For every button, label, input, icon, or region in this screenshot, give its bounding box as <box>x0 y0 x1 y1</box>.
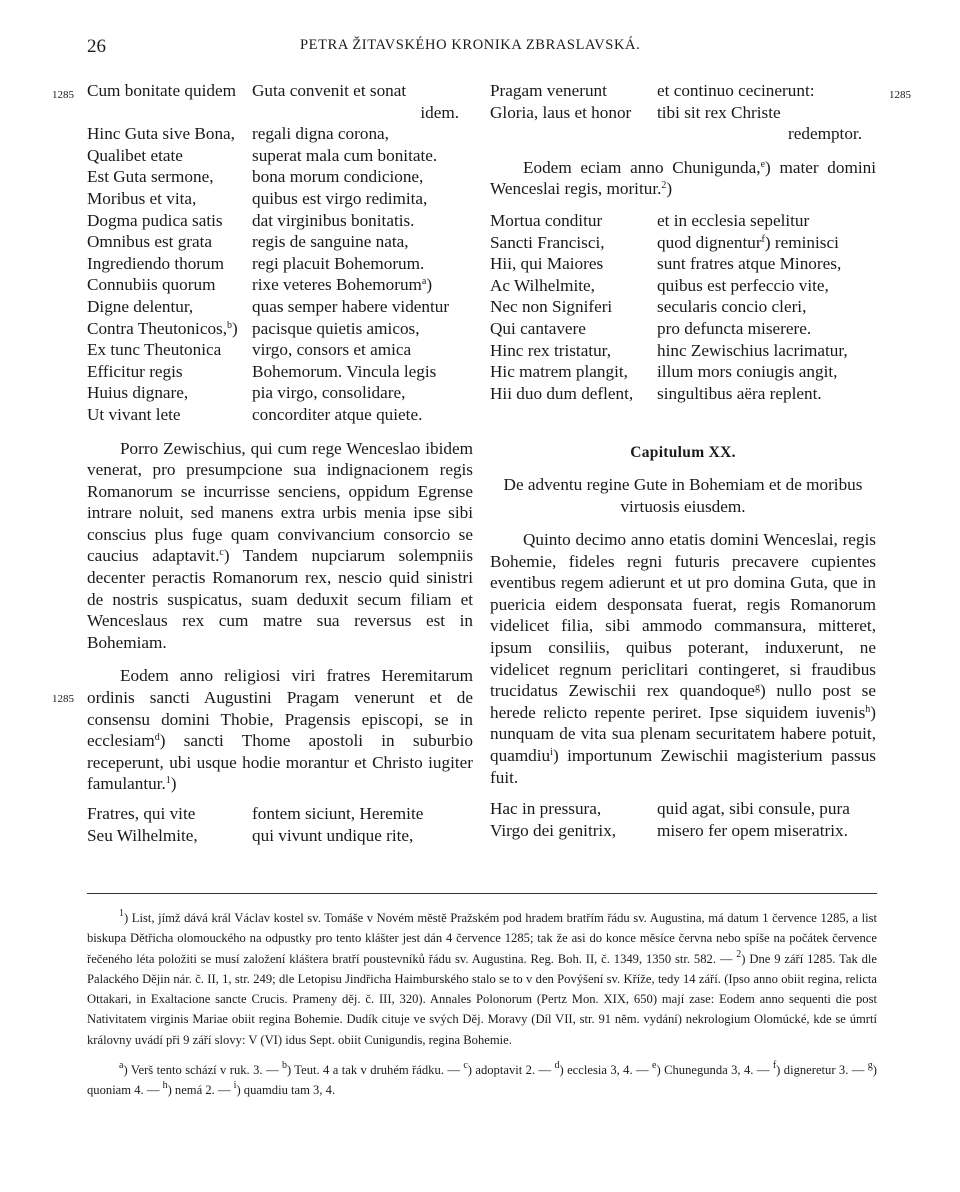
verse-text: ) reminisci <box>764 232 839 252</box>
verse-line <box>87 361 473 383</box>
verse-line <box>87 210 473 232</box>
paragraph-text: Quinto decimo anno etatis domini Wenceslai, regis Bohemie, fideles regni futuris precavere cupientes eventibus regem adierunt et ut pro domina Guta, que in puericia eidem desponsata fuerat, regis Romanorum videlicet filia, sibi ammodo commansura, mitteret, ipsum consiliis, quibus poterant, induxerunt, ne videlicet regnum periclitari contingeret, si fraudibus trucidatus Zewischii rex quandoque <box>490 530 876 701</box>
verse-text: Contra Theutonicos, <box>87 318 228 338</box>
variant-text: ) Teut. 4 a tak v druhém řádku. — <box>286 1063 464 1078</box>
verse-second-half: hinc Zewischius lacrimatur, <box>657 340 848 360</box>
verse-continuation: redemptor. <box>788 124 862 144</box>
footnote-marker: 2 <box>736 948 742 960</box>
paragraph-text: Porro Zewischius, qui cum rege Wenceslao ibidem venerat, pro presumpcione sua indignacionem regis Romanorum se incurrisse senciens, oppidum Egrense intrare noluit, sed manens extra urbis menia ipse sibi conscius plus fuge quam convivancium consorcio se caucius adaptavit. <box>87 438 473 566</box>
verse-text: Seu Wilhelmite, <box>87 825 198 845</box>
verse-second-half: regali digna corona, <box>252 124 389 144</box>
variant-marker: c <box>219 547 224 559</box>
verse-block <box>87 803 473 846</box>
paragraph-text: ) <box>666 179 673 199</box>
chapter-subtitle: De adventu regine Gute in Bohemiam et de moribus virtuosis eiusdem. <box>503 474 863 516</box>
paragraph-text: ) nullo post se herede relicto repente periret. Ipse siquidem iuvenis <box>490 681 876 722</box>
verse-second-half: virgo, consors et amica <box>252 340 412 360</box>
verse-first-half <box>490 318 657 340</box>
variant-marker: f <box>761 233 765 245</box>
variant-marker: g <box>867 1060 873 1072</box>
verse-second-half: concorditer atque quiete. <box>252 404 423 424</box>
footnote-divider <box>87 893 877 894</box>
verse-text: Digne delentur, <box>87 296 194 316</box>
verse-first-half <box>87 231 252 253</box>
paragraph-text: ) <box>170 774 177 794</box>
verse-line <box>87 123 473 145</box>
verse-line <box>87 825 473 847</box>
verse-text: Gloria, laus et honor <box>490 102 632 122</box>
verse-block <box>87 80 473 426</box>
verse-text: Efficitur regis <box>87 361 183 381</box>
verse-line <box>87 80 473 102</box>
footnote-marker: 2 <box>661 180 667 192</box>
verse-line <box>87 231 473 253</box>
footnotes <box>87 908 877 1101</box>
verse-line <box>87 166 473 188</box>
verse-text: Fratres, qui vite <box>87 804 196 823</box>
verse-second-half: fontem siciunt, Heremite <box>252 804 424 823</box>
verse-line <box>490 383 876 405</box>
variant-marker: a <box>119 1060 124 1072</box>
verse-text: Cum bonitate quidem <box>87 81 236 100</box>
verse-first-half <box>490 296 657 318</box>
verse-line <box>87 102 473 124</box>
verse-second-half: et continuo cecinerunt: <box>657 81 815 100</box>
variant-marker: h <box>162 1080 168 1092</box>
verse-second-half: singultibus aëra replent. <box>657 383 822 403</box>
variant-marker: d <box>554 1060 560 1072</box>
verse-line <box>87 274 473 296</box>
verse-line <box>87 145 473 167</box>
verse-line <box>490 102 876 124</box>
verse-first-half <box>87 188 252 210</box>
variant-text: ) nemá 2. — <box>167 1083 234 1098</box>
verse-first-half <box>490 798 657 820</box>
variant-text: ) Chunegunda 3, 4. — <box>656 1063 773 1078</box>
verse-second-half: qui vivunt undique rite, <box>252 825 414 845</box>
verse-line <box>490 296 876 318</box>
verse-second-half: tibi sit rex Christe <box>657 102 781 122</box>
verse-text: Pragam venerunt <box>490 81 607 100</box>
verse-text: Dogma pudica satis <box>87 210 223 230</box>
verse-second-half: quid agat, sibi consule, pura <box>657 799 850 819</box>
verse-first-half <box>87 166 252 188</box>
verse-second-half: pro defuncta miserere. <box>657 318 812 338</box>
margin-year-right-top: 1285 <box>889 89 911 101</box>
verse-text: Huius dignare, <box>87 383 189 403</box>
verse-text: Hac in pressura, <box>490 799 602 819</box>
verse-line <box>490 820 876 842</box>
verse-first-half <box>490 102 657 124</box>
running-title: PETRA ŽITAVSKÉHO KRONIKA ZBRASLAVSKÁ. <box>300 37 641 53</box>
verse-line <box>87 382 473 404</box>
footnote-marker: 1 <box>119 908 124 919</box>
footnote-1 <box>87 908 877 1050</box>
verse-text: Est Guta sermone, <box>87 167 214 187</box>
verse-first-half <box>87 296 252 318</box>
verse-first-half <box>490 275 657 297</box>
variant-marker: e <box>652 1060 657 1072</box>
verse-second-half: sunt fratres atque Minores, <box>657 254 842 274</box>
verse-first-half <box>87 145 252 167</box>
variant-marker: h <box>865 703 871 715</box>
verse-first-half <box>87 404 252 426</box>
verse-second-half: quas semper habere videntur <box>252 296 450 316</box>
variant-marker: b <box>281 1060 287 1072</box>
verse-line <box>490 275 876 297</box>
verse-second-half: pacisque quietis amicos, <box>252 318 420 338</box>
verse-line <box>490 340 876 362</box>
verse-second-half: dat virginibus bonitatis. <box>252 210 415 230</box>
right-column <box>490 80 876 841</box>
variant-marker: d <box>154 732 160 744</box>
verse-text: Ac Wilhelmite, <box>490 275 595 295</box>
verse-first-half <box>87 80 252 102</box>
verse-first-half <box>87 274 252 296</box>
verse-second-half: Guta convenit et sonat <box>252 81 407 100</box>
verse-second-half: illum mors coniugis angit, <box>657 362 838 382</box>
verse-text: Ingrediendo thorum <box>87 253 224 273</box>
verse-line <box>490 123 876 145</box>
footnote-text: ) Dne 9 září 1285. Tak dle Palackého Dějin nár. č. II, 1, str. 249; dle Letopisu Jindřicha Haimburského stalo se to v den Povýšení sv. Kříže, tedy 14 září. (Ipso anno obiit regina, relicta Ottakari, in Exaltacione sancte Crucis. Prameny děj. č. III, 320). Annales Polonorum (Pertz Mon. XIX, 650) mají zase: Eodem anno sequenti die post Nativitatem virginis Mariae obiit regina Bohemie. Dudík cituje ve svých Děj. Moravy (Díl VII, str. 91 něm. vydání) nekrologium Olomúcké, kde se úmrtí královny uvádí při 9 září slovy: V (VI) idus Sept. obiit Cunigundis, regina Bohemie. <box>87 951 877 1047</box>
verse-text: Moribus et vita, <box>87 188 197 208</box>
verse-first-half <box>87 339 252 361</box>
paragraph-text: Eodem anno religiosi viri fratres Heremitarum ordinis sancti Augustini Pragam venerunt et de consensu domini Thobie, Pragensis episcopi, se in ecclesiam <box>87 666 473 751</box>
verse-text: Hii duo dum deflent, <box>490 383 634 403</box>
variant-text: ) ecclesia 3, 4. — <box>559 1063 653 1078</box>
paragraph-text: ) mater domini Wenceslai regis, moritur. <box>490 157 876 199</box>
variant-text: ) Verš tento schází v ruk. 3. — <box>123 1063 282 1078</box>
paragraph-guta <box>490 529 876 788</box>
verse-first-half <box>87 382 252 404</box>
variant-marker: i <box>550 747 553 759</box>
verse-first-half <box>490 340 657 362</box>
margin-year-left-top: 1285 <box>52 89 74 101</box>
verse-second-half: et in ecclesia sepelitur <box>657 210 810 230</box>
footnote-marker: 1 <box>165 775 171 787</box>
variant-text: ) adoptavit 2. — <box>467 1063 555 1078</box>
chapter-heading: Capitulum XX. <box>630 444 736 462</box>
verse-first-half <box>490 210 657 232</box>
verse-second-half: superat mala cum bonitate. <box>252 145 438 165</box>
verse-first-half <box>490 80 657 102</box>
verse-first-half <box>87 825 252 847</box>
variant-marker: f <box>772 1060 777 1072</box>
verse-first-half <box>490 232 657 254</box>
verse-second-half: misero fer opem miseratrix. <box>657 820 848 840</box>
footnote-text: ) List, jímž dává král Václav kostel sv. Tomáše v Novém městě Pražském pod hradem bratřím řádu sv. Augustina, má datum 1 července 1285, a list biskupa Dětřicha olomouckého na odpustky pro tento klášter jest dán 4 července 1285; tak že asi do konce měsíce června nebo spíše na počátek července řečeného léta položiti se musí založení kláštera bratří poustevníků řádu sv. Augustina. Reg. Boh. II, č. 1349, 1350 str. 582. — <box>87 911 877 966</box>
verse-text: Ut vivant lete <box>87 404 181 424</box>
left-column <box>87 80 473 846</box>
variant-marker: b <box>227 319 233 331</box>
verse-text: Qui cantavere <box>490 318 586 338</box>
variant-marker: e <box>760 158 766 170</box>
verse-first-half <box>490 253 657 275</box>
verse-first-half <box>87 123 252 145</box>
paragraph-text: ) sancti Thome apostoli in suburbio receperunt, ubi usque hodie morantur et Christo iugiter famulantur. <box>87 731 473 794</box>
paragraph-text: ) importunum Zewischii magisterium passus fuit. <box>490 746 876 787</box>
verse-second-half: bona morum condicione, <box>252 167 424 187</box>
verse-line <box>87 803 473 825</box>
variant-marker: c <box>463 1060 468 1072</box>
verse-text: Hic matrem plangit, <box>490 362 628 382</box>
verse-line <box>490 318 876 340</box>
variant-marker: a <box>421 276 427 288</box>
paragraph-text: ) Tandem nupciarum solempniis decenter peractis Romanorum rex, nescio quid sinistri de nostris suspicatus, suam deduxit secum filiam et Wenceslaus rex cum matre sua reversus est in Bohemiam. <box>87 546 474 652</box>
verse-first-half <box>490 383 657 405</box>
paragraph-heremites <box>87 665 473 795</box>
verse-line <box>490 232 876 254</box>
verse-text: Nec non Signiferi <box>490 297 613 317</box>
verse-first-half: Contra Theutonicos,$^b$) <box>87 318 238 338</box>
variant-marker: g <box>754 682 760 694</box>
verse-second-half: Bohemorum. Vincula legis <box>252 361 437 381</box>
verse-first-half <box>490 361 657 383</box>
verse-line <box>490 361 876 383</box>
verse-line <box>87 296 473 318</box>
verse-second-half: regi placuit Bohemorum. <box>252 253 425 273</box>
verse-second-half: quod dignentur <box>657 232 762 252</box>
verse-block <box>490 798 876 841</box>
variant-text: ) digneretur 3. — <box>776 1063 868 1078</box>
verse-line <box>490 798 876 820</box>
page-number: 26 <box>87 36 106 57</box>
verse-block <box>490 80 876 145</box>
verse-second-half: secularis concio cleri, <box>657 297 807 317</box>
verse-first-half <box>490 820 657 842</box>
verse-text: Connubiis quorum <box>87 275 216 295</box>
paragraph-text: Eodem eciam anno Chunigunda, <box>523 157 761 177</box>
verse-continuation: idem. <box>420 102 459 122</box>
verse-block <box>490 210 876 404</box>
verse-line <box>87 188 473 210</box>
margin-year-left-mid: 1285 <box>52 693 74 705</box>
verse-line <box>87 404 473 426</box>
variant-notes <box>87 1060 877 1101</box>
verse-second-half: rixe veteres Bohemorum <box>252 275 422 295</box>
variant-marker: i <box>233 1080 237 1092</box>
verse-text: Hinc rex tristatur, <box>490 340 612 360</box>
verse-line <box>87 339 473 361</box>
verse-text: Omnibus est grata <box>87 232 213 252</box>
paragraph-chunigunda <box>490 157 876 200</box>
paragraph-text: ) nunquam de vita sua plenam securitatem habere potuit, quamdiu <box>490 702 876 766</box>
variant-text: ) quoniam 4. — <box>87 1063 877 1098</box>
verse-line <box>87 318 473 340</box>
variant-text: ) quamdiu tam 3, 4. <box>236 1083 336 1098</box>
verse-first-half <box>87 803 252 825</box>
verse-text: Sancti Francisci, <box>490 232 605 252</box>
verse-line <box>490 253 876 275</box>
verse-text: Virgo dei genitrix, <box>490 820 617 840</box>
verse-line <box>490 80 876 102</box>
verse-second-half: pia virgo, consolidare, <box>252 383 406 403</box>
paragraph-zewisch <box>87 438 473 654</box>
verse-first-half <box>87 253 252 275</box>
verse-text: Ex tunc Theutonica <box>87 340 222 360</box>
verse-text: Hinc Guta sive Bona, <box>87 124 235 144</box>
verse-second-half: regis de sanguine nata, <box>252 232 409 252</box>
verse-second-half: quibus est virgo redimita, <box>252 188 428 208</box>
verse-text: Mortua conditur <box>490 210 603 230</box>
verse-text: Hii, qui Maiores <box>490 254 604 274</box>
verse-text: ) <box>426 275 433 295</box>
verse-line <box>490 210 876 232</box>
verse-first-half <box>87 361 252 383</box>
verse-first-half <box>87 210 252 232</box>
verse-text: Qualibet etate <box>87 145 183 165</box>
verse-second-half: quibus est perfeccio vite, <box>657 275 829 295</box>
verse-line <box>87 253 473 275</box>
